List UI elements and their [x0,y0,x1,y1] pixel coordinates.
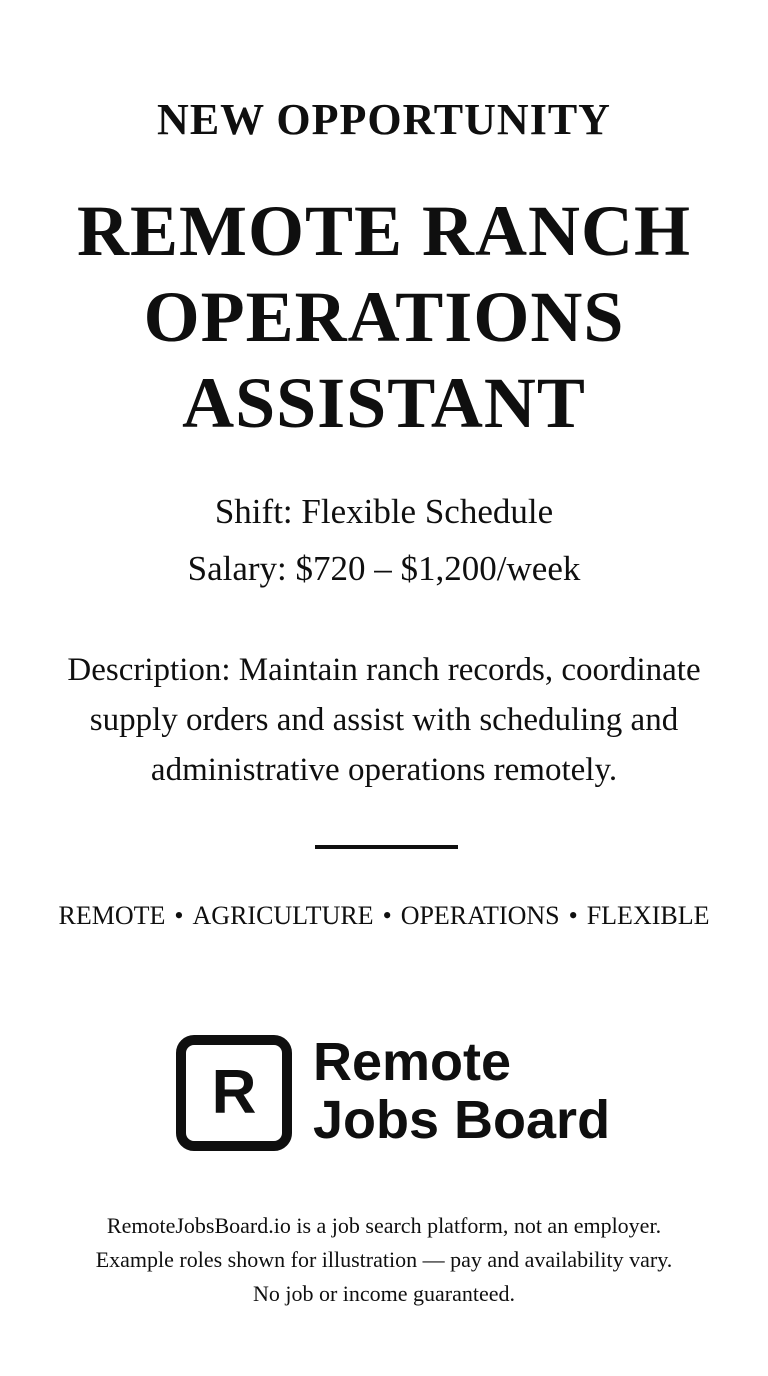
logo-wordmark-line: Jobs Board [313,1090,611,1150]
tag-item: FLEXIBLE [586,901,710,930]
tag-separator: • [382,901,392,930]
tag-separator: • [174,901,184,930]
disclaimer-line: Example roles shown for illustration — pay and availability vary. [95,1247,673,1272]
logo-wordmark-line: Remote [313,1032,512,1092]
job-title [20,188,748,446]
shift-info: Shift: Flexible Schedule [214,492,554,531]
tag-item: OPERATIONS [400,901,560,930]
logo-letter: R [211,1058,257,1127]
disclaimer [40,1209,728,1311]
job-title-line: REMOTE RANCH [76,191,691,271]
job-title-line: OPERATIONS [143,277,625,357]
eyebrow-label: NEW OPPORTUNITY [157,95,611,144]
salary-info: Salary: $720 – $1,200/week [187,549,581,588]
job-title-line: ASSISTANT [182,363,586,443]
section-divider [315,845,458,849]
tag-separator: • [568,901,578,930]
disclaimer-line: No job or income guaranteed. [252,1281,516,1306]
tag-item: REMOTE [58,901,166,930]
brand-logo [176,1033,636,1158]
tag-item: AGRICULTURE [192,901,374,930]
tag-list [0,898,768,934]
disclaimer-line: RemoteJobsBoard.io is a job search platform, not an employer. [106,1213,662,1238]
logo-wordmark [313,1033,610,1149]
job-description: Description: Maintain ranch records, coordinate supply orders and assist with scheduling and administrative operations remotely. [67,652,701,788]
logo-mark-icon [176,1035,292,1151]
